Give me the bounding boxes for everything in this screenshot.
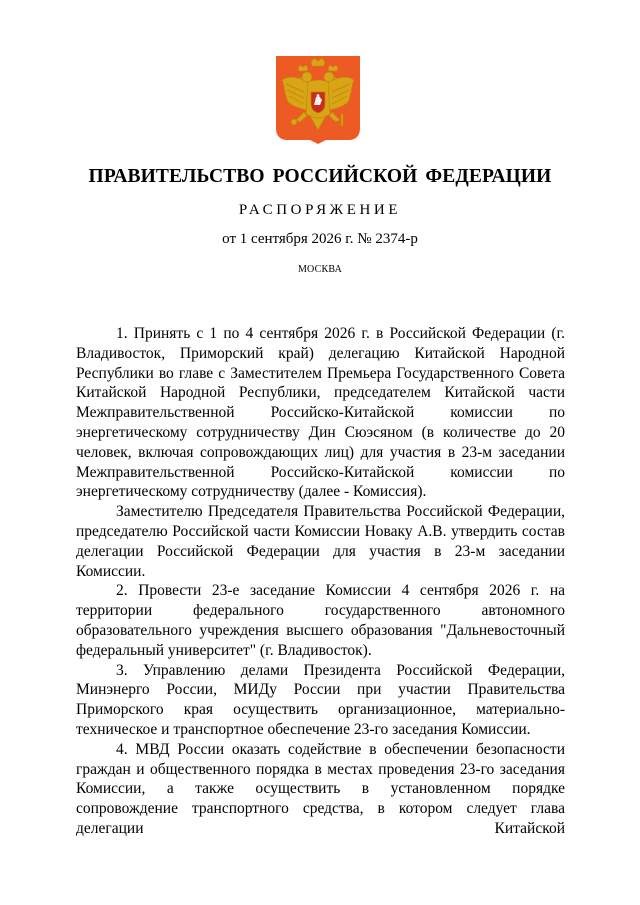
document-date-number: от 1 сентября 2026 г. № 2374-р xyxy=(222,231,418,247)
coat-of-arms-icon xyxy=(276,56,360,144)
document-city: МОСКВА xyxy=(297,264,343,275)
paragraph-1-cont: Заместителю Председателя Правительства Российской Федерации, председателю Российской части Комиссии Новаку А.В. утвердить состав делегации Российской Федерации для участия в 23-м заседании Комиссии. xyxy=(76,503,565,580)
document-body xyxy=(76,324,565,839)
government-title: ПРАВИТЕЛЬСТВО РОССИЙСКОЙ ФЕДЕРАЦИИ xyxy=(88,166,552,187)
paragraph-1: 1. Принять с 1 по 4 сентября 2026 г. в Российской Федерации (г. Владивосток, Приморский край) делегацию Китайской Народной Республики во главе с Заместителем Премьера Государственного Совета Китайской Народной Республики, председателем Китайской части Межправительственной Российско-Китайской комиссии по энергетическому сотрудничеству Дин Сюэсяном (в количестве до 20 человек, включая сопровождающих лиц) для участия в 23-м заседании Межправительственной Российско-Китайской комиссии по энергетическому сотрудничеству (далее - Комиссия). xyxy=(76,325,565,501)
document-type: РАСПОРЯЖЕНИЕ xyxy=(238,202,402,218)
paragraph-2: 2. Провести 23-е заседание Комиссии 4 сентября 2026 г. на территории федерального государственного автономного образовательного учреждения высшего образования "Дальневосточный федеральный университет" (г. Владивосток). xyxy=(76,582,565,659)
paragraph-3: 3. Управлению делами Президента Российской Федерации, Минэнерго России, МИДу России при участии Правительства Приморского края осуществить организационное, материально-техническое и транспортное обеспечение 23-го заседания Комиссии. xyxy=(76,661,565,738)
paragraph-4: 4. МВД России оказать содействие в обеспечении безопасности граждан и общественного порядка в местах проведения 23-го заседания Комиссии, а также осуществить в установленном порядке сопровождение транспортного средства, в котором следует глава делегации Китайской xyxy=(76,740,565,837)
